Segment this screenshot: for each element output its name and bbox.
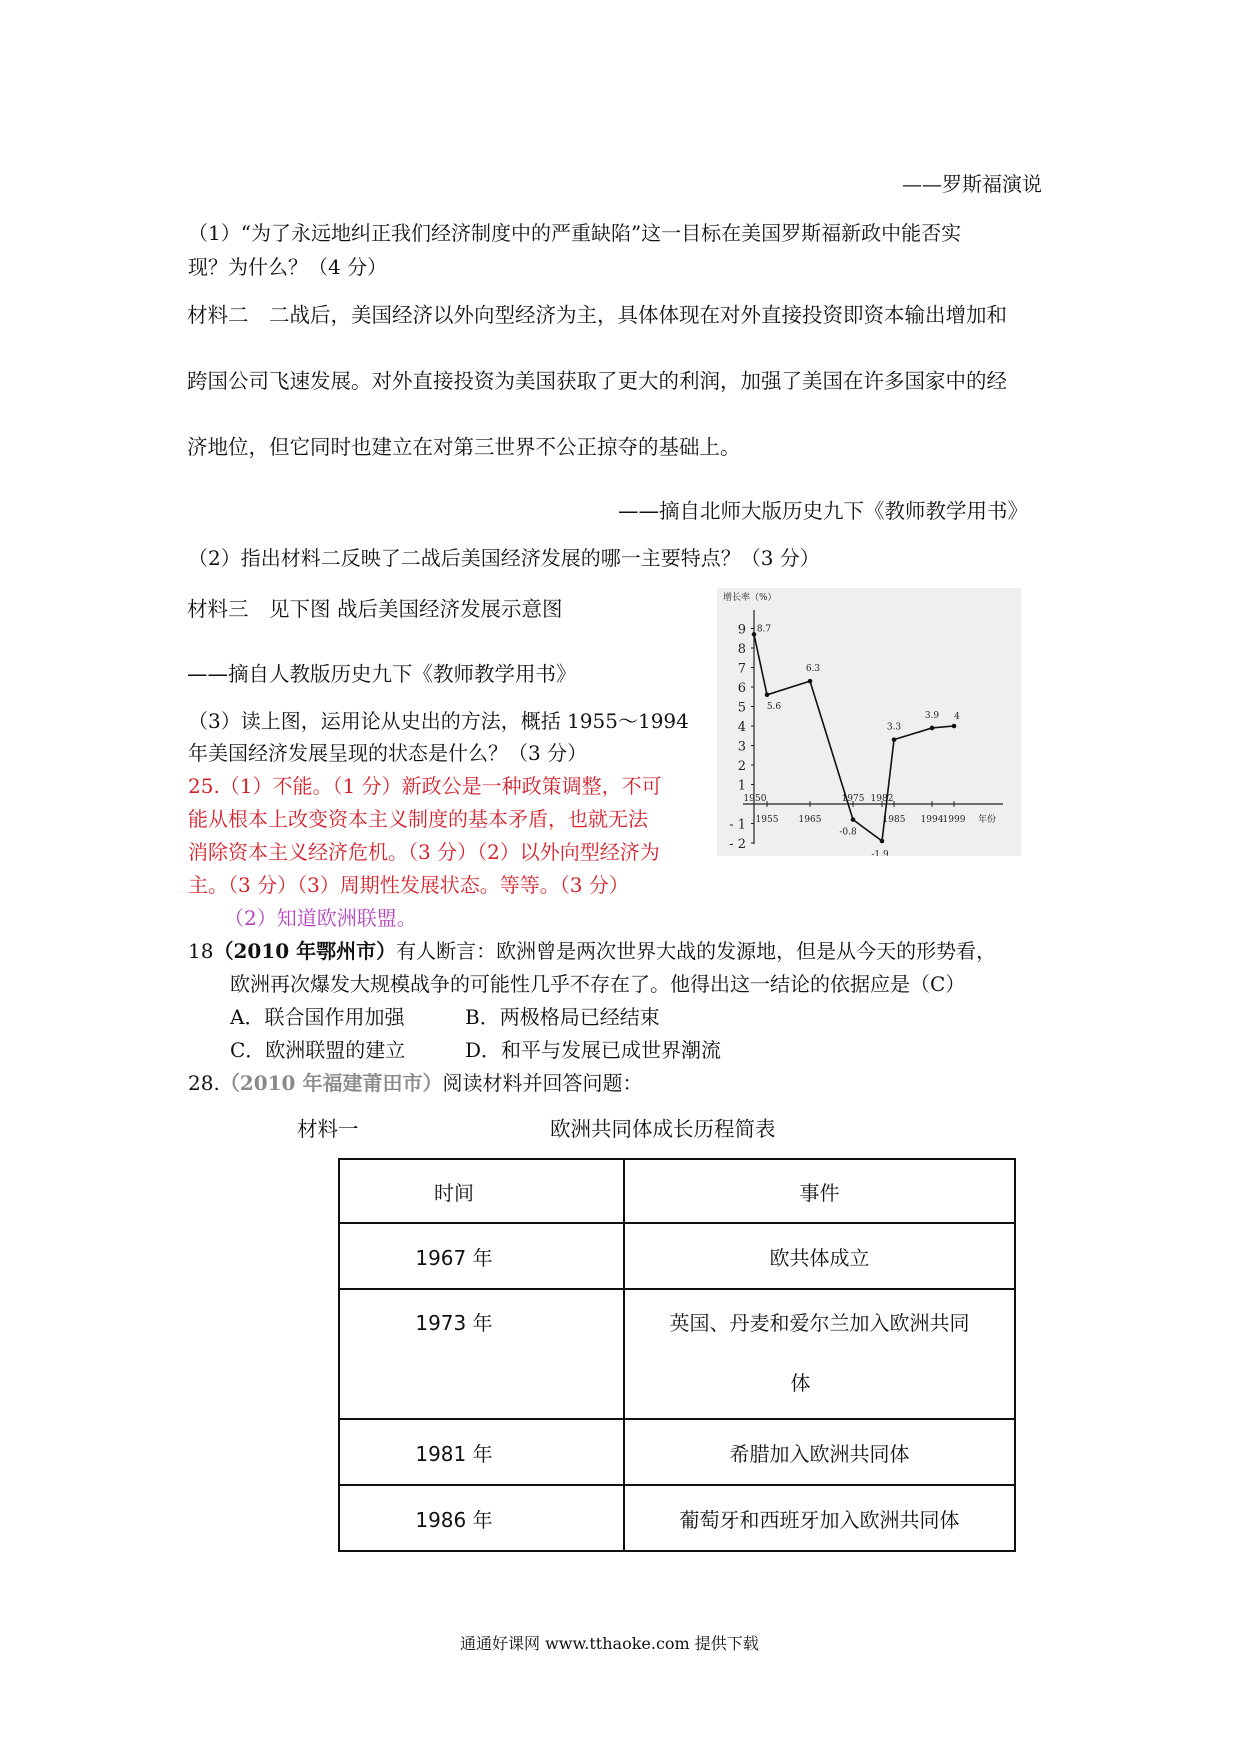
data-point — [880, 839, 885, 844]
material-3-title: 材料三 见下图 战后美国经济发展示意图 — [187, 597, 563, 621]
data-point — [952, 724, 957, 729]
table-row — [339, 1289, 1015, 1419]
answer-eu: （2）知道欧洲联盟。 — [224, 906, 417, 930]
option-d: D．和平与发展已成世界潮流 — [465, 1038, 722, 1062]
data-label: -1.9 — [871, 850, 889, 856]
question-18-line-1 — [188, 935, 996, 968]
option-a: A．联合国作用加强 — [230, 1005, 405, 1029]
y-tick-label: - 2 — [729, 837, 746, 852]
x-tick-label: 1982 — [870, 794, 894, 804]
answer-25-line-3: 消除资本主义经济危机。（3 分）（2）以外向型经济为 — [188, 840, 660, 864]
y-tick-label: 6 — [737, 681, 746, 696]
question-1-line-2: 现？为什么？（4 分） — [188, 255, 388, 279]
row-time: 1981 年 — [339, 1419, 624, 1485]
table-header-row — [339, 1159, 1015, 1223]
data-point — [851, 817, 856, 822]
data-point — [765, 693, 770, 698]
y-tick-label: 5 — [737, 700, 746, 716]
header-event: 事件 — [624, 1159, 1015, 1223]
x-axis-label: 年份 — [978, 815, 997, 825]
data-label: 4 — [954, 712, 960, 722]
header-time: 时间 — [339, 1159, 624, 1223]
table-title: 欧洲共同体成长历程简表 — [550, 1117, 776, 1141]
page-footer: 通通好课网 www.tthaoke.com 提供下载 — [460, 1634, 759, 1653]
data-label: 3.9 — [924, 710, 940, 721]
data-point — [752, 632, 757, 637]
data-point — [808, 679, 813, 684]
material-2-line-3: 济地位，但它同时也建立在对第三世界不公正掠夺的基础上。 — [187, 435, 741, 459]
x-tick-label: 1999 — [942, 815, 966, 825]
data-label: -0.8 — [839, 827, 857, 838]
roosevelt-source: ——罗斯福演说 — [902, 172, 1042, 196]
y-tick-label: 2 — [737, 759, 746, 774]
answer-25-line-1: 25.（1）不能。（1 分）新政公是一种政策调整，不可 — [188, 774, 662, 798]
chart-svg — [717, 588, 1021, 856]
row-event: 葡萄牙和西班牙加入欧洲共同体 — [624, 1485, 1015, 1551]
question-28-text: 阅读材料并回答问题： — [442, 1071, 643, 1095]
row-time: 1986 年 — [339, 1485, 624, 1551]
series-line — [754, 634, 954, 841]
row-event: 欧共体成立 — [624, 1223, 1015, 1289]
y-tick-label: - 1 — [729, 817, 746, 833]
y-tick-label: 9 — [737, 622, 746, 638]
option-c: C．欧洲联盟的建立 — [230, 1038, 406, 1062]
material-1-label: 材料一 — [297, 1117, 359, 1141]
question-28 — [188, 1067, 642, 1100]
question-28-source: （2010 年福建莆田市） — [219, 1071, 443, 1095]
table-row — [339, 1223, 1015, 1289]
x-tick-label: 1985 — [882, 815, 906, 825]
table-row — [339, 1485, 1015, 1551]
data-label: 6.3 — [805, 664, 821, 675]
material-2-source: ——摘自北师大版历史九下《教师教学用书》 — [618, 499, 1028, 523]
question-2: （2）指出材料二反映了二战后美国经济发展的哪一主要特点？（3 分） — [188, 546, 820, 570]
material-3-source: ——摘自人教版历史九下《教师教学用书》 — [187, 662, 577, 686]
y-tick-label: 7 — [737, 661, 746, 677]
question-18-text-1: 有人断言：欧洲曾是两次世界大战的发源地，但是从今天的形势看， — [396, 939, 997, 963]
x-tick-label: 1950 — [743, 794, 767, 804]
data-label: 8.7 — [756, 624, 772, 635]
y-tick-label: 3 — [737, 739, 746, 755]
x-tick-label: 1955 — [755, 815, 779, 825]
question-1-line-1: （1）“为了永远地纠正我们经济制度中的严重缺陷”这一目标在美国罗斯福新政中能否实 — [188, 221, 962, 245]
question-18-line-2: 欧洲再次爆发大规模战争的可能性几乎不存在了。他得出这一结论的依据应是（C） — [230, 972, 966, 996]
y-tick-label: 8 — [737, 642, 746, 657]
row-time: 1967 年 — [339, 1223, 624, 1289]
eu-history-table — [338, 1158, 1016, 1552]
x-tick-label: 1975 — [841, 794, 865, 804]
data-label: 3.3 — [886, 722, 902, 733]
question-3-line-1: （3）读上图，运用论从史出的方法，概括 1955～1994 — [188, 709, 689, 733]
option-b: B．两极格局已经结束 — [465, 1005, 660, 1029]
data-point — [930, 726, 935, 731]
us-economy-growth-chart — [717, 588, 1021, 856]
row-event: 希腊加入欧洲共同体 — [624, 1419, 1015, 1485]
row-time: 1973 年 — [339, 1289, 624, 1419]
material-2-line-2: 跨国公司飞速发展。对外直接投资为美国获取了更大的利润，加强了美国在许多国家中的经 — [187, 369, 1007, 393]
answer-25-line-2: 能从根本上改变资本主义制度的基本矛盾，也就无法 — [188, 807, 648, 831]
question-18-source: （2010 年鄂州市） — [213, 939, 397, 963]
y-tick-label: 1 — [737, 778, 746, 794]
y-axis-label: 增长率（%） — [723, 593, 777, 603]
data-point — [892, 737, 897, 742]
material-2-line-1: 材料二 二战后，美国经济以外向型经济为主，具体体现在对外直接投资即资本输出增加和 — [187, 303, 1007, 327]
question-18-number: 18 — [188, 939, 214, 963]
row-event: 英国、丹麦和爱尔兰加入欧洲共同 体 — [624, 1289, 1015, 1419]
answer-25-line-4: 主。（3 分）（3）周期性发展状态。等等。（3 分） — [188, 873, 629, 897]
question-3-line-2: 年美国经济发展呈现的状态是什么？（3 分） — [188, 741, 588, 765]
question-28-number: 28. — [188, 1071, 220, 1095]
x-tick-label: 1965 — [798, 815, 822, 825]
y-tick-label: 4 — [737, 720, 746, 735]
x-tick-label: 1994 — [920, 815, 944, 825]
table-row — [339, 1419, 1015, 1485]
data-label: 5.6 — [766, 701, 782, 712]
